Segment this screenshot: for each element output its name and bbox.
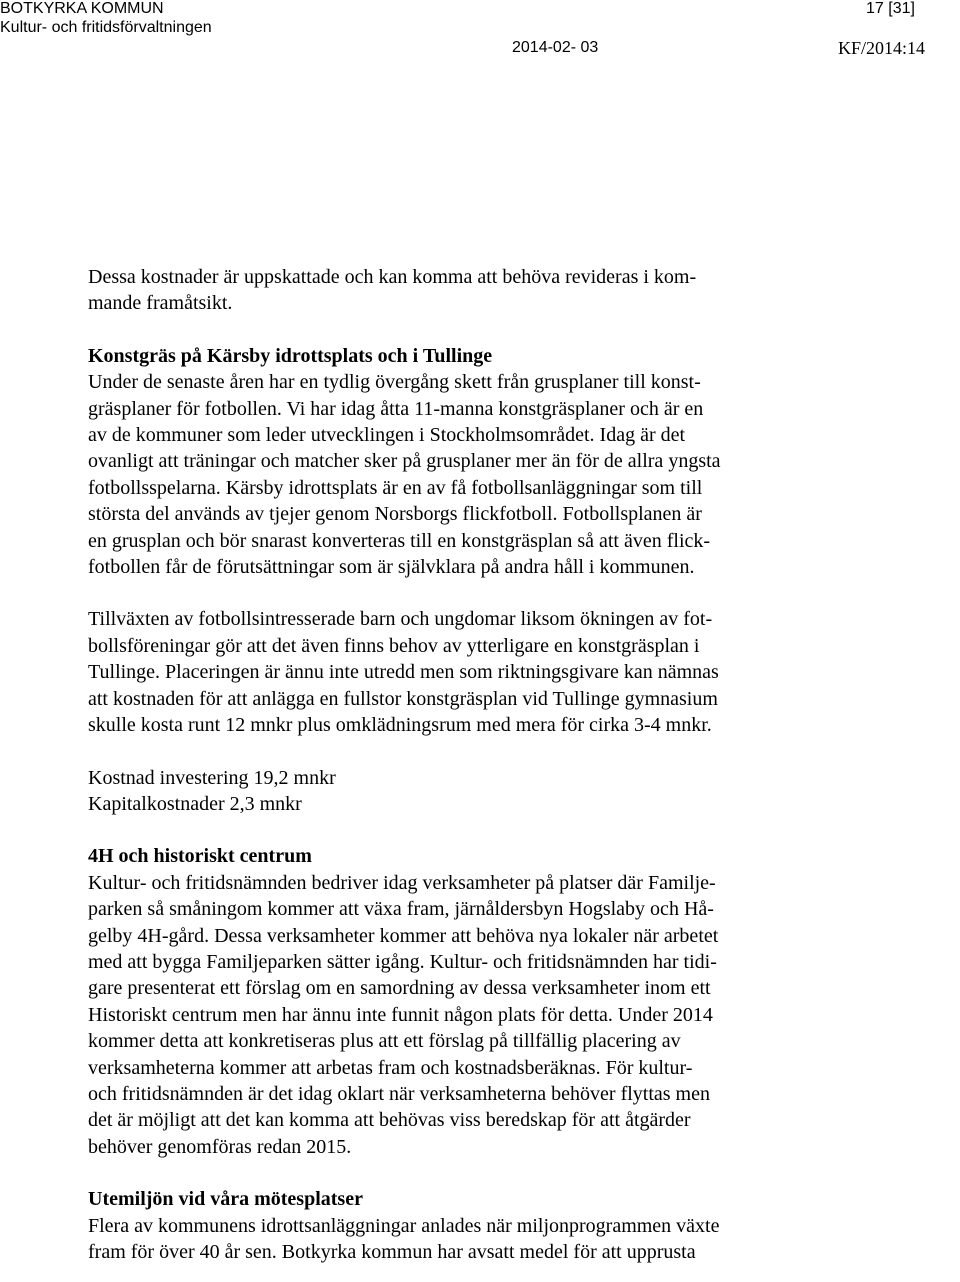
text-line: av de kommuner som leder utvecklingen i Stockholmsområdet. Idag är det <box>88 424 686 447</box>
section-4h-historical-center <box>88 843 878 1160</box>
section-heading: 4H och historiskt centrum <box>88 845 312 868</box>
text-line: gare presenterat ett förslag om en samordning av dessa verksamheter inom ett <box>88 977 711 1000</box>
text-line: behöver genomföras redan 2015. <box>88 1135 352 1158</box>
paragraph <box>88 606 878 738</box>
intro-paragraph <box>88 264 878 317</box>
cost-summary <box>88 765 878 818</box>
text-line: och fritidsnämnden är det idag oklart när verksamheterna behöver flyttas men <box>88 1082 710 1105</box>
text-line: fotbollen får de förutsättningar som är självklara på andra håll i kommunen. <box>88 556 695 579</box>
document-date: 2014-02- 03 <box>512 39 599 56</box>
text-line: gräsplaner för fotbollen. Vi har idag åtta 11-manna konstgräsplaner och är en <box>88 397 704 420</box>
reference-number: KF/2014:14 <box>838 38 926 58</box>
text-line: Historiskt centrum men har ännu inte funnit någon plats för detta. Under 2014 <box>88 1003 713 1026</box>
cost-capital: Kapitalkostnader 2,3 mnkr <box>88 792 302 815</box>
text-line: Flera av kommunens idrottsanläggningar anlades när miljonprogrammen växte <box>88 1214 720 1237</box>
text-line: parken så småningom kommer att växa fram, järnåldersbyn Hogslaby och Hå- <box>88 898 714 921</box>
section-heading: Konstgräs på Kärsby idrottsplats och i Tullinge <box>88 344 493 367</box>
text-line: det är möjligt att det kan komma att behövas viss beredskap för att åtgärder <box>88 1109 691 1132</box>
text-line: kommer detta att konkretiseras plus att ett förslag på tillfällig placering av <box>88 1030 681 1053</box>
organization-name: BOTKYRKA KOMMUN <box>0 0 164 17</box>
text-line: Dessa kostnader är uppskattade och kan komma att behöva revideras i kom- <box>88 266 697 288</box>
text-line: fram för över 40 år sen. Botkyrka kommun har avsatt medel för att upprusta <box>88 1241 696 1263</box>
paragraph <box>88 1213 878 1266</box>
page-number: 17 [31] <box>866 0 915 17</box>
department-name: Kultur- och fritidsförvaltningen <box>0 19 212 36</box>
document-body <box>88 264 878 1265</box>
text-line: största del används av tjejer genom Norsborgs flickfotboll. Fotbollsplanen är <box>88 503 702 526</box>
text-line: att kostnaden för att anlägga en fullstor konstgräsplan vid Tullinge gymnasium <box>88 687 718 710</box>
text-line: ovanligt att träningar och matcher sker på grusplaner mer än för de allra yngsta <box>88 450 721 473</box>
section-artificial-turf <box>88 343 878 818</box>
section-outdoor-environment <box>88 1186 878 1265</box>
text-line: gelby 4H-gård. Dessa verksamheter kommer att behöva nya lokaler när arbetet <box>88 924 719 947</box>
paragraph <box>88 870 878 1160</box>
text-line: Tillväxten av fotbollsintresserade barn och ungdomar liksom ökningen av fot- <box>88 608 713 631</box>
text-line: bollsföreningar gör att det även finns behov av ytterligare en konstgräsplan i <box>88 634 700 657</box>
text-line: verksamheterna kommer att arbetas fram och kostnadsberäknas. För kultur- <box>88 1056 693 1079</box>
paragraph <box>88 369 878 580</box>
cost-investment: Kostnad investering 19,2 mnkr <box>88 766 336 789</box>
section-heading: Utemiljön vid våra mötesplatser <box>88 1188 363 1211</box>
text-line: en grusplan och bör snarast konverteras till en konstgräsplan så att även flick- <box>88 529 711 552</box>
text-line: fotbollsspelarna. Kärsby idrottsplats är en av få fotbollsanläggningar som till <box>88 476 703 499</box>
text-line: med att bygga Familjeparken sätter igång. Kultur- och fritidsnämnden har tidi- <box>88 950 717 973</box>
text-line: Under de senaste åren har en tydlig övergång skett från grusplaner till konst- <box>88 371 701 394</box>
text-line: mande framåtsikt. <box>88 292 233 315</box>
text-line: skulle kosta runt 12 mnkr plus omklädningsrum med mera för cirka 3-4 mnkr. <box>88 714 712 737</box>
text-line: Kultur- och fritidsnämnden bedriver idag verksamheter på platser där Familje- <box>88 871 716 894</box>
text-line: Tullinge. Placeringen är ännu inte utredd men som riktningsgivare kan nämnas <box>88 661 719 684</box>
